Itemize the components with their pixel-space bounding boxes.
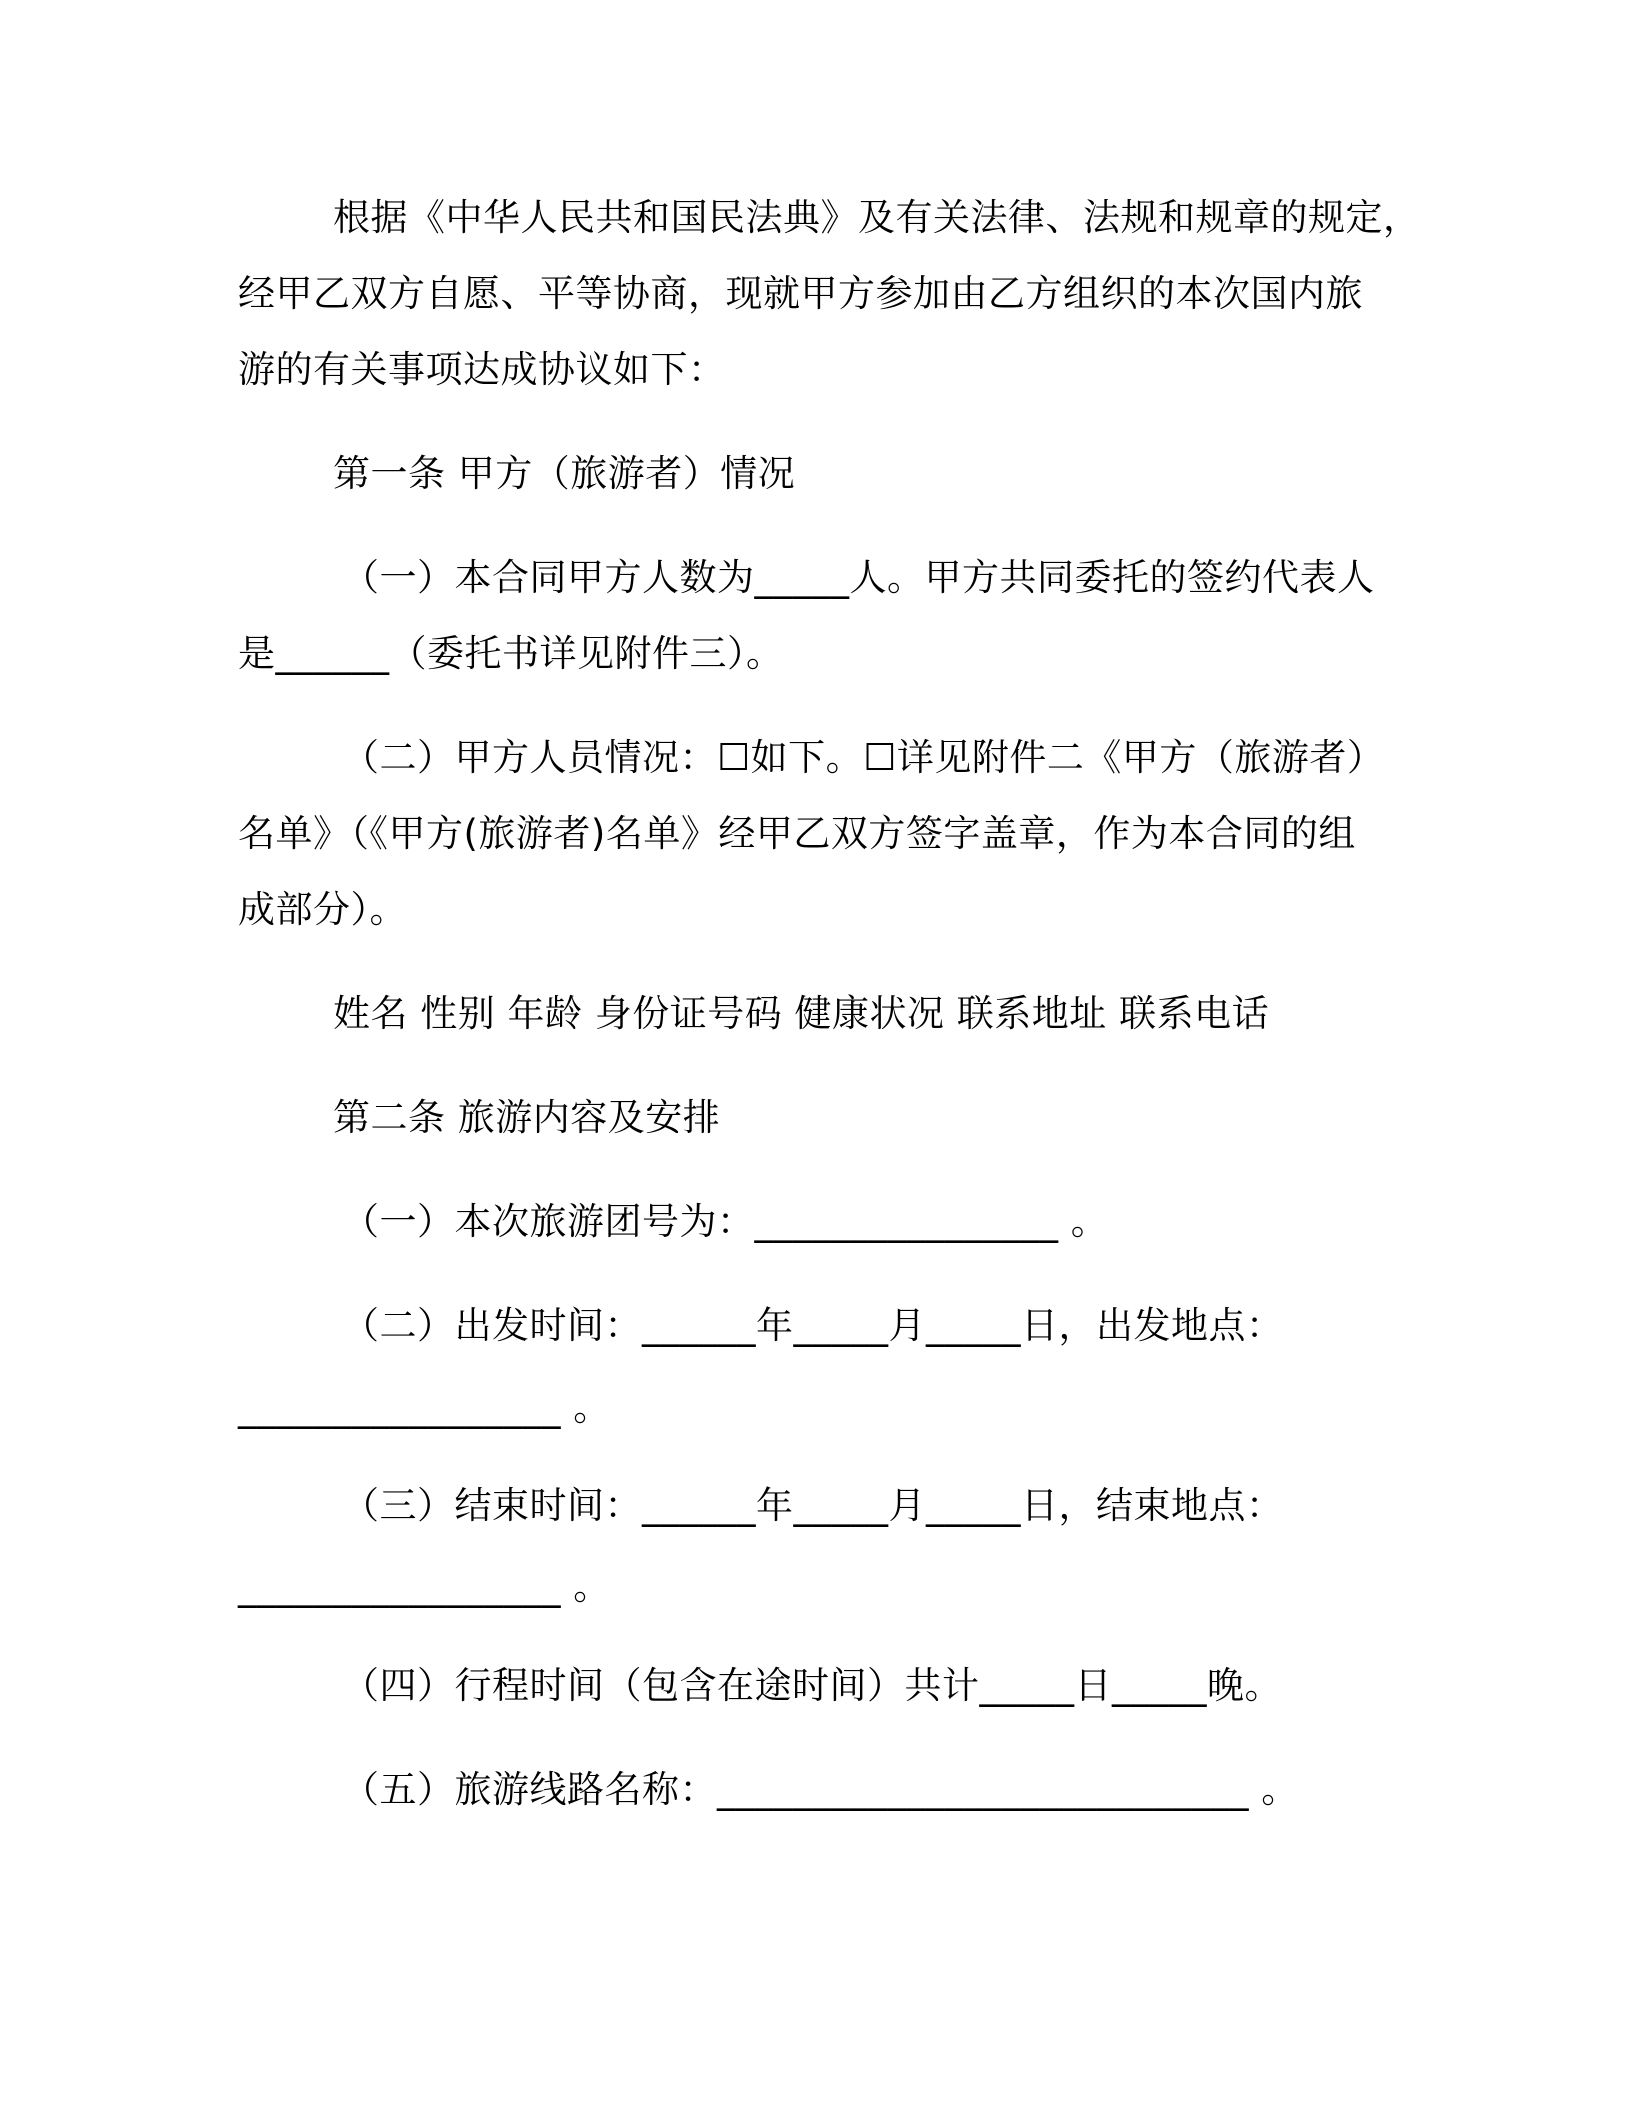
article-1-heading: 第一条 甲方（旅游者）情况 [333, 452, 796, 495]
article-1-item-2-line-1: （二）甲方人员情况：☐如下。☐详见附件二《甲方（旅游者） [342, 736, 1385, 779]
preamble-line-3: 游的有关事项达成协议如下： [238, 348, 726, 391]
article-2-item-3-line-1: （三）结束时间：______年_____月_____日，结束地点： [342, 1484, 1284, 1527]
traveler-table-header: 姓名 性别 年龄 身份证号码 健康状况 联系地址 联系电话 [333, 992, 1270, 1035]
preamble-line-1: 根据《中华人民共和国民法典》及有关法律、法规和规章的规定， [333, 196, 1421, 239]
article-2-item-5: （五）旅游线路名称：____________________________ 。 [342, 1768, 1299, 1811]
article-1-item-1-line-1: （一）本合同甲方人数为_____人。甲方共同委托的签约代表人 [342, 556, 1375, 599]
article-2-item-1: （一）本次旅游团号为：________________ 。 [342, 1200, 1109, 1243]
article-2-item-4: （四）行程时间（包含在途时间）共计_____日_____晚。 [342, 1664, 1282, 1707]
article-1-item-1-line-2: 是______（委托书详见附件三）。 [238, 632, 784, 675]
article-1-item-2-line-2: 名单》（《甲方(旅游者)名单》经甲乙双方签字盖章，作为本合同的组 [238, 812, 1356, 855]
article-2-item-2-line-1: （二）出发时间：______年_____月_____日，出发地点： [342, 1304, 1284, 1347]
article-1-item-2-line-3: 成部分）。 [238, 888, 407, 931]
article-2-item-2-line-2: _________________ 。 [238, 1386, 611, 1429]
article-2-heading: 第二条 旅游内容及安排 [333, 1096, 721, 1139]
preamble-line-2: 经甲乙双方自愿、平等协商，现就甲方参加由乙方组织的本次国内旅 [238, 272, 1363, 315]
article-2-item-3-line-2: _________________ 。 [238, 1565, 611, 1608]
